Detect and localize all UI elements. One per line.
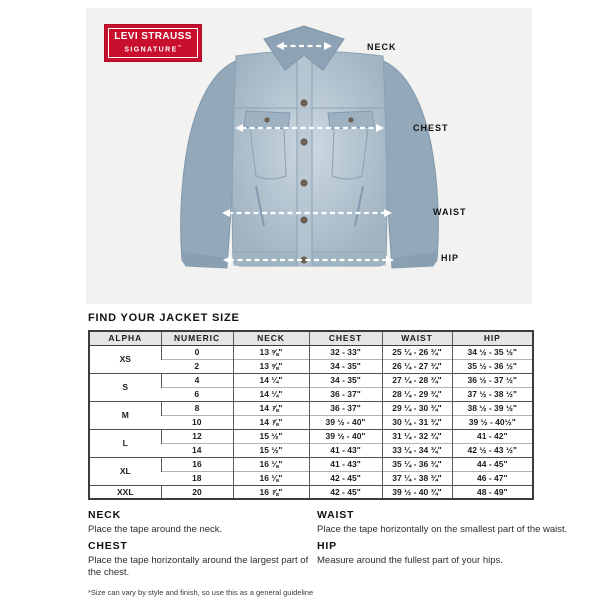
waist-instruction-title: WAIST <box>317 509 355 521</box>
numeric-cell: 12 <box>161 429 233 443</box>
size-finder-heading: FIND YOUR JACKET SIZE <box>88 312 240 324</box>
numeric-cell: 0 <box>161 345 233 359</box>
jacket-left-sleeve <box>181 60 238 268</box>
alpha-cell-xxl: XXL <box>89 485 161 499</box>
numeric-cell: 10 <box>161 415 233 429</box>
waist-cell: 29 ¼ - 30 ¾" <box>382 401 452 415</box>
numeric-cell: 14 <box>161 443 233 457</box>
neck-cell: 14 ⅞" <box>233 415 309 429</box>
numeric-cell: 20 <box>161 485 233 499</box>
alpha-cell-m: M <box>89 401 161 429</box>
col-header-hip: HIP <box>452 331 533 345</box>
neck-cell: 13 ⅝" <box>233 345 309 359</box>
waist-cell: 28 ¼ - 29 ¾" <box>382 387 452 401</box>
hip-diagram-label: HIP <box>441 253 460 263</box>
chest-cell: 41 - 43" <box>309 443 382 457</box>
hip-instruction <box>317 540 577 567</box>
hip-cell: 34 ½ - 35 ½" <box>452 345 533 359</box>
neck-cell: 14 ¼" <box>233 373 309 387</box>
alpha-cell-l: L <box>89 429 161 457</box>
hip-cell: 37 ½ - 38 ½" <box>452 387 533 401</box>
hip-cell: 35 ½ - 36 ½" <box>452 359 533 373</box>
trademark-symbol: ™ <box>177 44 182 50</box>
table-row <box>89 401 533 415</box>
chest-cell: 42 - 45" <box>309 471 382 485</box>
table-row <box>89 485 533 499</box>
size-disclaimer: *Size can vary by style and finish, so use this as a general guideline <box>88 588 314 597</box>
waist-cell: 27 ¼ - 28 ¾" <box>382 373 452 387</box>
neck-instruction-text: Place the tape around the neck. <box>88 524 223 535</box>
hip-instruction-text: Measure around the fullest part of your hips. <box>317 555 503 566</box>
hip-cell: 36 ½ - 37 ½" <box>452 373 533 387</box>
chest-cell: 39 ½ - 40" <box>309 429 382 443</box>
neck-cell: 15 ½" <box>233 443 309 457</box>
waist-cell: 25 ¼ - 26 ¾" <box>382 345 452 359</box>
hip-instruction-title: HIP <box>317 540 337 552</box>
neck-diagram-label: NECK <box>367 42 397 52</box>
hip-cell: 48 - 49" <box>452 485 533 499</box>
chest-instruction-text: Place the tape horizontally around the largest part of the chest. <box>88 555 309 578</box>
chest-cell: 39 ½ - 40" <box>309 415 382 429</box>
numeric-cell: 18 <box>161 471 233 485</box>
neck-cell: 16 ⅛" <box>233 471 309 485</box>
alpha-cell-xl: XL <box>89 457 161 485</box>
hip-cell: 39 ½ - 40½" <box>452 415 533 429</box>
table-row <box>89 457 533 471</box>
numeric-cell: 2 <box>161 359 233 373</box>
waist-cell: 31 ¼ - 32 ¾" <box>382 429 452 443</box>
numeric-cell: 4 <box>161 373 233 387</box>
logo-line2: SIGNATURE™ <box>124 44 182 54</box>
neck-instruction-title: NECK <box>88 509 121 521</box>
waist-cell: 39 ½ - 40 ¾" <box>382 485 452 499</box>
logo-inner-border <box>108 28 198 58</box>
chest-cell: 34 - 35" <box>309 359 382 373</box>
waist-cell: 37 ¼ - 38 ¾" <box>382 471 452 485</box>
table-row <box>89 373 533 387</box>
waist-cell: 26 ¼ - 27 ¾" <box>382 359 452 373</box>
jacket-right-sleeve <box>381 60 438 268</box>
col-header-neck: NECK <box>233 331 309 345</box>
hip-cell: 42 ½ - 43 ½" <box>452 443 533 457</box>
numeric-cell: 16 <box>161 457 233 471</box>
jacket-photo-panel <box>86 8 532 304</box>
alpha-cell-xs: XS <box>89 345 161 373</box>
alpha-cell-s: S <box>89 373 161 401</box>
col-header-chest: CHEST <box>309 331 382 345</box>
button-placket <box>297 54 312 266</box>
neck-cell: 13 ⅝" <box>233 359 309 373</box>
neck-cell: 16 ⅞" <box>233 485 309 499</box>
chest-diagram-label: CHEST <box>413 123 449 133</box>
chest-instruction-title: CHEST <box>88 540 128 552</box>
waist-instruction <box>317 509 587 536</box>
numeric-cell: 6 <box>161 387 233 401</box>
table-header-row <box>89 331 533 345</box>
neck-cell: 15 ½" <box>233 429 309 443</box>
chest-cell: 42 - 45" <box>309 485 382 499</box>
table-row <box>89 429 533 443</box>
neck-cell: 14 ⅞" <box>233 401 309 415</box>
col-header-waist: WAIST <box>382 331 452 345</box>
col-header-numeric: NUMERIC <box>161 331 233 345</box>
chest-cell: 41 - 43" <box>309 457 382 471</box>
chest-cell: 34 - 35" <box>309 373 382 387</box>
chest-cell: 36 - 37" <box>309 401 382 415</box>
neck-cell: 14 ¼" <box>233 387 309 401</box>
hip-cell: 41 - 42" <box>452 429 533 443</box>
col-header-alpha: ALPHA <box>89 331 161 345</box>
neck-instruction <box>88 509 313 536</box>
chest-cell: 36 - 37" <box>309 387 382 401</box>
hip-cell: 38 ½ - 39 ½" <box>452 401 533 415</box>
waist-diagram-label: WAIST <box>433 207 467 217</box>
numeric-cell: 8 <box>161 401 233 415</box>
hip-cell: 44 - 45" <box>452 457 533 471</box>
chest-instruction <box>88 540 323 579</box>
levi-strauss-signature-logo <box>104 24 202 62</box>
hip-cell: 46 - 47" <box>452 471 533 485</box>
neck-cell: 16 ⅛" <box>233 457 309 471</box>
chest-cell: 32 - 33" <box>309 345 382 359</box>
waist-cell: 33 ¼ - 34 ¾" <box>382 443 452 457</box>
waist-cell: 30 ¼ - 31 ¾" <box>382 415 452 429</box>
logo-line1: LEVI STRAUSS <box>114 31 192 43</box>
table-row <box>89 345 533 359</box>
waist-instruction-text: Place the tape horizontally on the smallest part of the waist. <box>317 524 568 535</box>
waist-cell: 35 ¼ - 36 ¾" <box>382 457 452 471</box>
jacket-size-table <box>88 330 534 500</box>
